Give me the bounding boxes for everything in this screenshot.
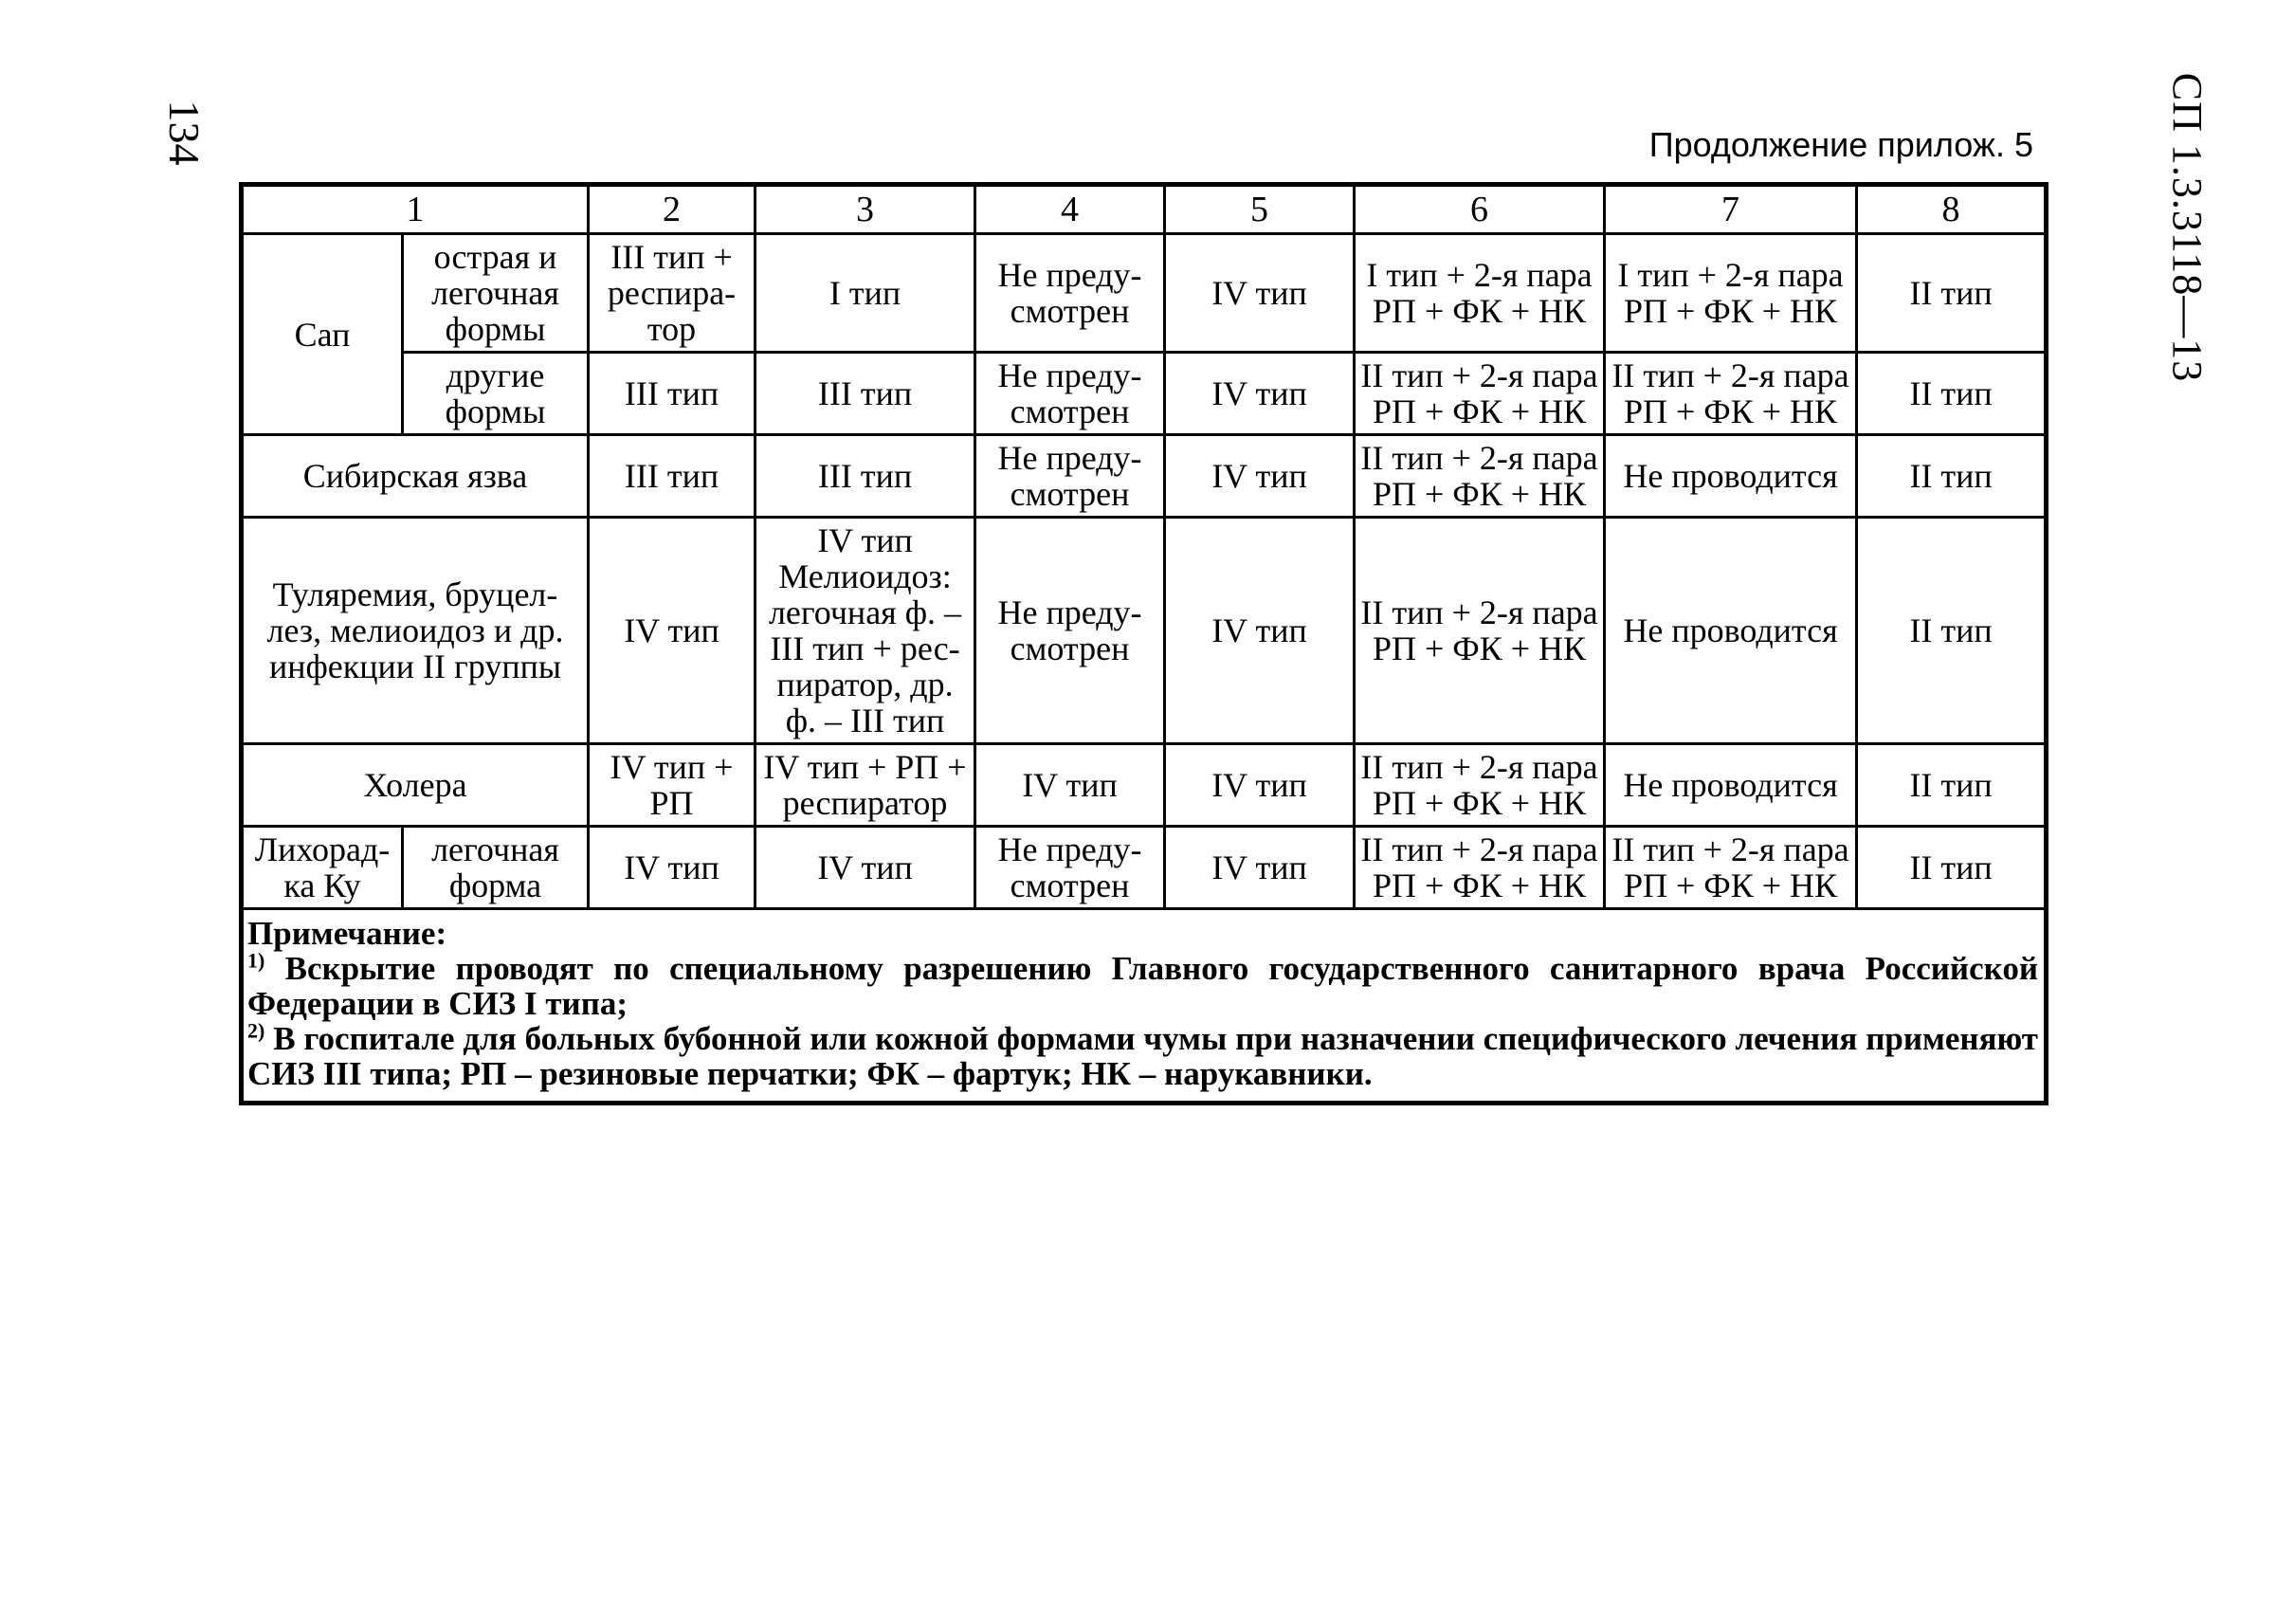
table-cell: IV тип <box>1165 518 1355 744</box>
table-cell: IV тип <box>589 827 756 909</box>
header-cell: 4 <box>975 185 1165 234</box>
table-cell: II тип <box>1857 234 2047 353</box>
row-label: Сибирская язва <box>242 435 589 518</box>
row-sublabel: легочная форма <box>403 827 589 909</box>
table-cell: II тип + 2-я пара РП + ФК + НК <box>1355 353 1605 435</box>
row-group-label: Сап <box>242 234 403 435</box>
table-cell: I тип + 2-я пара РП + ФК + НК <box>1605 234 1857 353</box>
table-cell: IV тип <box>1165 234 1355 353</box>
table-cell: Не проводится <box>1605 518 1857 744</box>
document-code: СП 1.3.3118—13 <box>2164 72 2212 383</box>
table-cell: II тип + 2-я пара РП + ФК + НК <box>1605 827 1857 909</box>
footnote-mark: 1) <box>247 948 265 973</box>
table-cell: IV тип <box>1165 435 1355 518</box>
header-cell: 7 <box>1605 185 1857 234</box>
table-cell: III тип <box>589 353 756 435</box>
row-group-label: Лихорад-ка Ку <box>242 827 403 909</box>
header-row <box>242 185 2047 234</box>
header-cell: 5 <box>1165 185 1355 234</box>
table-cell: IV тип <box>1165 744 1355 827</box>
table-cell: III тип <box>589 435 756 518</box>
note-text: В госпитале для больных бубонной или кожной формами чумы при назначении специфического лечения применяют СИЗ III типа; РП – резиновые перчатки; ФК – фартук; НК – нарукавники. <box>247 1020 2038 1092</box>
row-sublabel: острая и легочная формы <box>403 234 589 353</box>
table-cell: Не проводится <box>1605 435 1857 518</box>
header-cell: 3 <box>756 185 975 234</box>
row-sublabel: другие формы <box>403 353 589 435</box>
header-cell: 2 <box>589 185 756 234</box>
table-cell: IV тип <box>756 827 975 909</box>
table-row <box>242 744 2047 827</box>
note-title: Примечание: <box>247 915 447 952</box>
table-row <box>242 435 2047 518</box>
header-cell: 6 <box>1355 185 1605 234</box>
table-cell: I тип + 2-я пара РП + ФК + НК <box>1355 234 1605 353</box>
row-label: Холера <box>242 744 589 827</box>
note-cell <box>242 909 2047 1104</box>
table-cell: II тип <box>1857 827 2047 909</box>
header-cell: 8 <box>1857 185 2047 234</box>
table-cell: IV тип + РП + респиратор <box>756 744 975 827</box>
table-cell: Не проводится <box>1605 744 1857 827</box>
table-cell: II тип <box>1857 435 2047 518</box>
table-row <box>242 827 2047 909</box>
table-cell: III тип + респира-тор <box>589 234 756 353</box>
table-cell: II тип + 2-я пара РП + ФК + НК <box>1355 435 1605 518</box>
table-cell: Не преду-смотрен <box>975 518 1165 744</box>
ppe-table <box>239 182 2048 1105</box>
table-cell: II тип + 2-я пара РП + ФК + НК <box>1355 518 1605 744</box>
table-cell: II тип + 2-я пара РП + ФК + НК <box>1355 827 1605 909</box>
note-item <box>247 1018 2038 1092</box>
footnote-mark: 2) <box>247 1018 265 1043</box>
table-cell: III тип <box>756 353 975 435</box>
table-cell: II тип <box>1857 744 2047 827</box>
table-cell: II тип + 2-я пара РП + ФК + НК <box>1355 744 1605 827</box>
page-number: 134 <box>160 100 209 166</box>
table-cell: IV тип + РП <box>589 744 756 827</box>
table-cell: IV тип <box>975 744 1165 827</box>
table-cell: III тип <box>756 435 975 518</box>
table-row <box>242 518 2047 744</box>
header-cell: 1 <box>242 185 589 234</box>
table-cell: II тип <box>1857 518 2047 744</box>
table-cell: I тип <box>756 234 975 353</box>
table-cell: IV тип <box>589 518 756 744</box>
row-label: Туляремия, бруцел-лез, мелиоидоз и др. инфекции II группы <box>242 518 589 744</box>
table-row <box>242 353 2047 435</box>
table-cell: Не преду-смотрен <box>975 234 1165 353</box>
table-cell: IV тип <box>1165 827 1355 909</box>
note-row <box>242 909 2047 1104</box>
note-item <box>247 948 2038 1022</box>
continuation-heading: Продолжение прилож. 5 <box>1648 125 2033 164</box>
table-row <box>242 234 2047 353</box>
table-cell: IV тип <box>1165 353 1355 435</box>
note-text: Вскрытие проводят по специальному разрешению Главного государственного санитарного врача Российской Федерации в СИЗ I типа; <box>247 950 2038 1022</box>
table-cell: II тип <box>1857 353 2047 435</box>
table-cell: Не преду-смотрен <box>975 827 1165 909</box>
table-cell: II тип + 2-я пара РП + ФК + НК <box>1605 353 1857 435</box>
table-cell: Не преду-смотрен <box>975 435 1165 518</box>
table-cell: Не преду-смотрен <box>975 353 1165 435</box>
table-cell: IV тип Мелиоидоз: легочная ф. – III тип + рес-пиратор, др. ф. – III тип <box>756 518 975 744</box>
